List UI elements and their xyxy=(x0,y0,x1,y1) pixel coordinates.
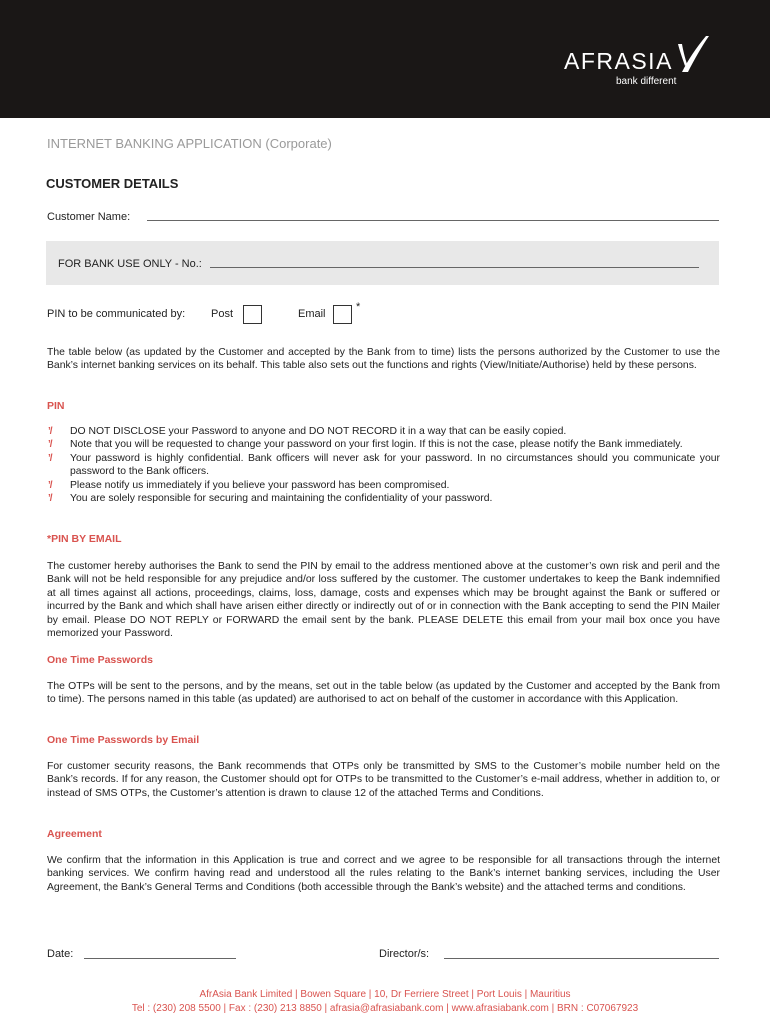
list-item: ’/ Note that you will be requested to change your password on your first login. If this is not the case, please notify the Bank immediately. xyxy=(48,439,683,451)
agreement-heading: Agreement xyxy=(47,828,102,840)
afrasia-logo xyxy=(564,34,724,90)
director-label: Director/s: xyxy=(379,948,430,960)
footer-address: AfrAsia Bank Limited | Bowen Square | 10, Dr Ferriere Street | Port Louis | Mauritius xyxy=(199,989,571,1000)
pin-by-email-paragraph: The customer hereby authorises the Bank to send the PIN by email to the address mentioned above at the customer’s own risk and peril and the Bank will not be held responsible for any prejudice and/or loss suffered by the customer. The customer undertakes to keep the Bank indemnified at all times against all actions, proceedings, claims, loss, damage, costs and expenses which may be brought against the Bank or suffered or incurred by the Bank and which shall have arisen either directly or indirectly out of or in connection with the Bank accepting to send the PIN Mailer by email. Please DO NOT REPLY or FORWARD the email sent by the bank. PLEASE DELETE this email from your mail box once you have memorized your Password. xyxy=(47,561,720,640)
bullet-mark-icon: ’/ xyxy=(48,479,52,491)
intro-paragraph: The table below (as updated by the Customer and accepted by the Bank from to time) lists the persons authorized by the Customer to use the Bank’s internet banking services on its behalf. This table also sets out the functions and rights (View/Initiate/Authorise) held by these persons. xyxy=(47,347,720,372)
bullet-mark-icon: ’/ xyxy=(48,493,52,505)
bullet-mark-icon: ’/ xyxy=(48,452,52,464)
pin-option-post-label: Post xyxy=(211,308,234,320)
bullet-mark-icon: ’/ xyxy=(48,426,52,437)
header-banner xyxy=(0,0,770,118)
otp-email-paragraph: For customer security reasons, the Bank recommends that OTPs only be transmitted by SMS to the Customer’s mobile number held on the Bank’s records. If for any reason, the Customer should opt for OTPs to be transmitted to the Customer’s e-mail address, whether in addition to, or instead of SMS OTPs, the Customer’s attention is drawn to clause 12 of the attached Terms and Conditions. xyxy=(47,761,720,799)
customer-name-field[interactable] xyxy=(147,220,719,221)
otp-heading: One Time Passwords xyxy=(47,654,154,666)
bank-use-label: FOR BANK USE ONLY - No.: xyxy=(58,258,202,270)
agreement-paragraph: We confirm that the information in this Application is true and correct and we agree to be responsible for all transactions through the internet banking services. We confirm having read and understood all the rules relating to the Bank’s internet banking services, including the User Agreement, the Bank’s General Terms and Conditions (both accessible through the Bank’s website) and the attached terms and conditions. xyxy=(47,855,720,893)
logo-swoosh-icon xyxy=(676,34,716,74)
customer-name-label: Customer Name: xyxy=(47,211,131,223)
list-item: ’/ You are solely responsible for securing and maintaining the confidentiality of your password. xyxy=(48,493,493,505)
section-heading-customer-details: CUSTOMER DETAILS xyxy=(46,176,179,191)
date-label: Date: xyxy=(47,948,74,960)
document-title: INTERNET BANKING APPLICATION (Corporate) xyxy=(47,136,332,151)
list-item: ’/ DO NOT DISCLOSE your Password to anyone and DO NOT RECORD it in a way that can be easily copied. xyxy=(48,426,567,437)
logo-wordmark: AFRASIA xyxy=(564,48,673,74)
otp-email-heading: One Time Passwords by Email xyxy=(47,734,200,746)
pin-post-checkbox[interactable] xyxy=(243,305,262,324)
date-field[interactable] xyxy=(84,958,236,959)
footer-contacts: Tel : (230) 208 5500 | Fax : (230) 213 8850 | afrasia@afrasiabank.com | www.afrasiabank.com | BRN : C07067923 xyxy=(131,1003,639,1014)
director-signature-field[interactable] xyxy=(444,958,719,959)
pin-option-email-label: Email xyxy=(298,308,326,320)
otp-paragraph: The OTPs will be sent to the persons, and by the means, set out in the table below (as updated by the Customer and accepted by the Bank from to time). The persons named in this table (as updated) are authorised to act on behalf of the customer in accordance with this Application. xyxy=(47,681,720,706)
bank-use-number-field[interactable] xyxy=(210,267,699,268)
list-item: ’/ Please notify us immediately if you believe your password has been compromised. xyxy=(48,479,450,491)
bank-use-only-box xyxy=(46,241,719,285)
pin-email-checkbox[interactable] xyxy=(333,305,352,324)
pin-heading: PIN xyxy=(47,400,65,412)
logo-tagline: bank different xyxy=(616,76,677,87)
list-item: ’/ Your password is highly confidential. Bank officers will never ask for your password. In no circumstances should you communicate your password to the Bank officers. xyxy=(48,452,720,478)
bullet-mark-icon: ’/ xyxy=(48,439,52,451)
pin-email-asterisk: * xyxy=(356,301,361,313)
pin-communication-label: PIN to be communicated by: xyxy=(47,308,186,320)
pin-bullet-list xyxy=(47,425,720,505)
pin-by-email-heading: *PIN BY EMAIL xyxy=(47,533,122,545)
